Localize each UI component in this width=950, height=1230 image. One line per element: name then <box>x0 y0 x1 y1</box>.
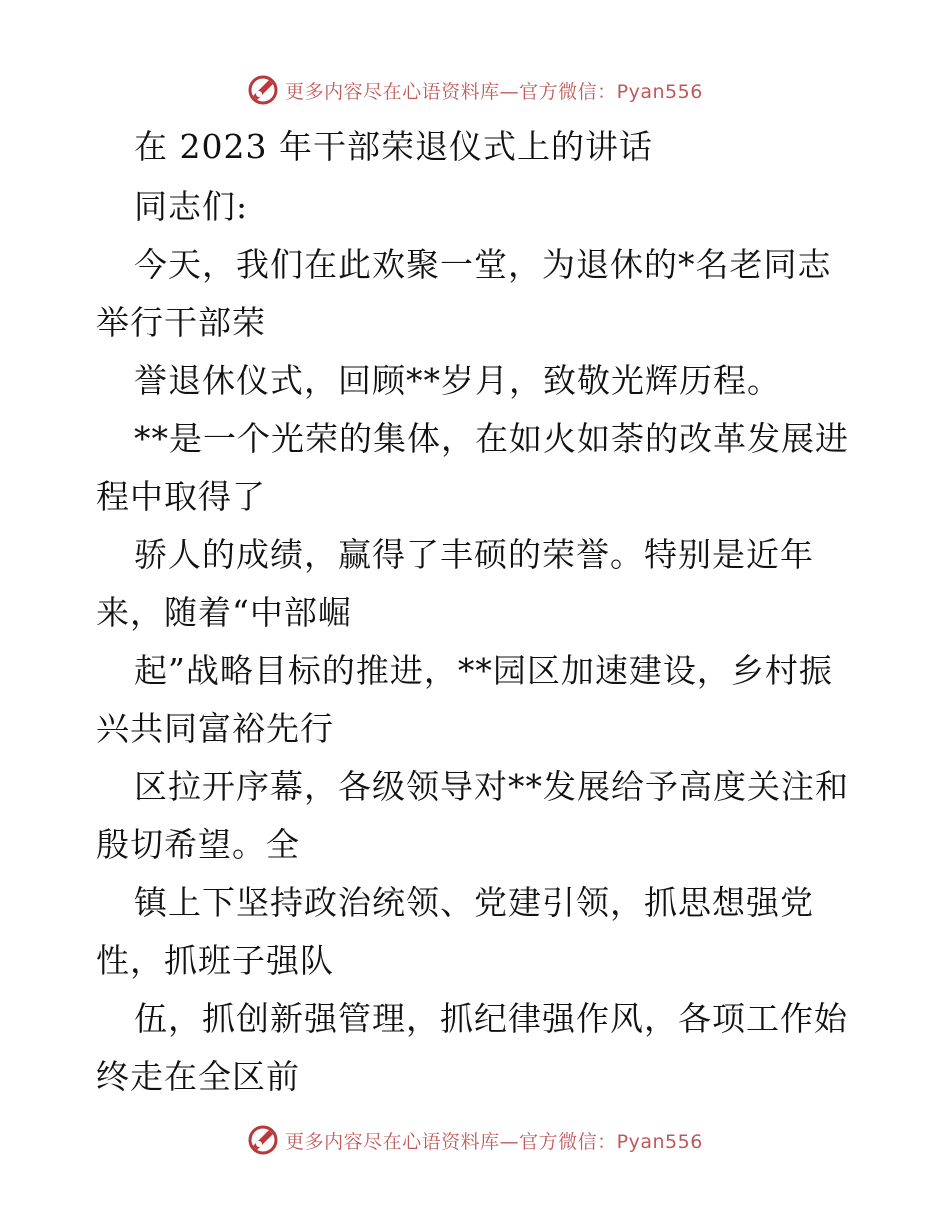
text-line: 誉退休仪式，回顾**岁月，致敬光辉历程。 <box>134 361 781 400</box>
footer-banner <box>0 1120 950 1160</box>
logo-icon <box>247 1124 279 1156</box>
text-line: 终走在全区前 <box>96 1057 300 1096</box>
text-line: 镇上下坚持政治统领、党建引领，抓思想强党 <box>134 883 814 922</box>
text-line: 区拉开序幕，各级领导对**发展给予高度关注和 <box>134 767 849 806</box>
logo-icon <box>247 74 279 106</box>
banner-text: 更多内容尽在心语资料库—官方微信：Pyan556 <box>285 1130 703 1153</box>
text-line: 举行干部荣 <box>96 303 266 342</box>
text-line: 骄人的成绩，赢得了丰硕的荣誉。特别是近年 <box>134 535 814 574</box>
text-line: 起”战略目标的推进，**园区加速建设，乡村振 <box>134 651 833 690</box>
text-line: 今天，我们在此欢聚一堂，为退休的*名老同志 <box>134 245 832 284</box>
text-line: 伍，抓创新强管理，抓纪律强作风，各项工作始 <box>134 999 848 1038</box>
text-line: 性，抓班子强队 <box>96 941 334 980</box>
text-line: 来，随着“中部崛 <box>96 593 352 632</box>
text-line: 兴共同富裕先行 <box>96 709 334 748</box>
banner-text: 更多内容尽在心语资料库—官方微信：Pyan556 <box>285 80 703 103</box>
text-line: 程中取得了 <box>96 477 266 516</box>
header-banner <box>0 70 950 110</box>
text-line: **是一个光荣的集体，在如火如荼的改革发展进 <box>134 419 849 458</box>
text-line: 同志们: <box>134 187 249 226</box>
document-title: 在 2023 年干部荣退仪式上的讲话 <box>134 127 653 166</box>
text-line: 殷切希望。全 <box>96 825 300 864</box>
